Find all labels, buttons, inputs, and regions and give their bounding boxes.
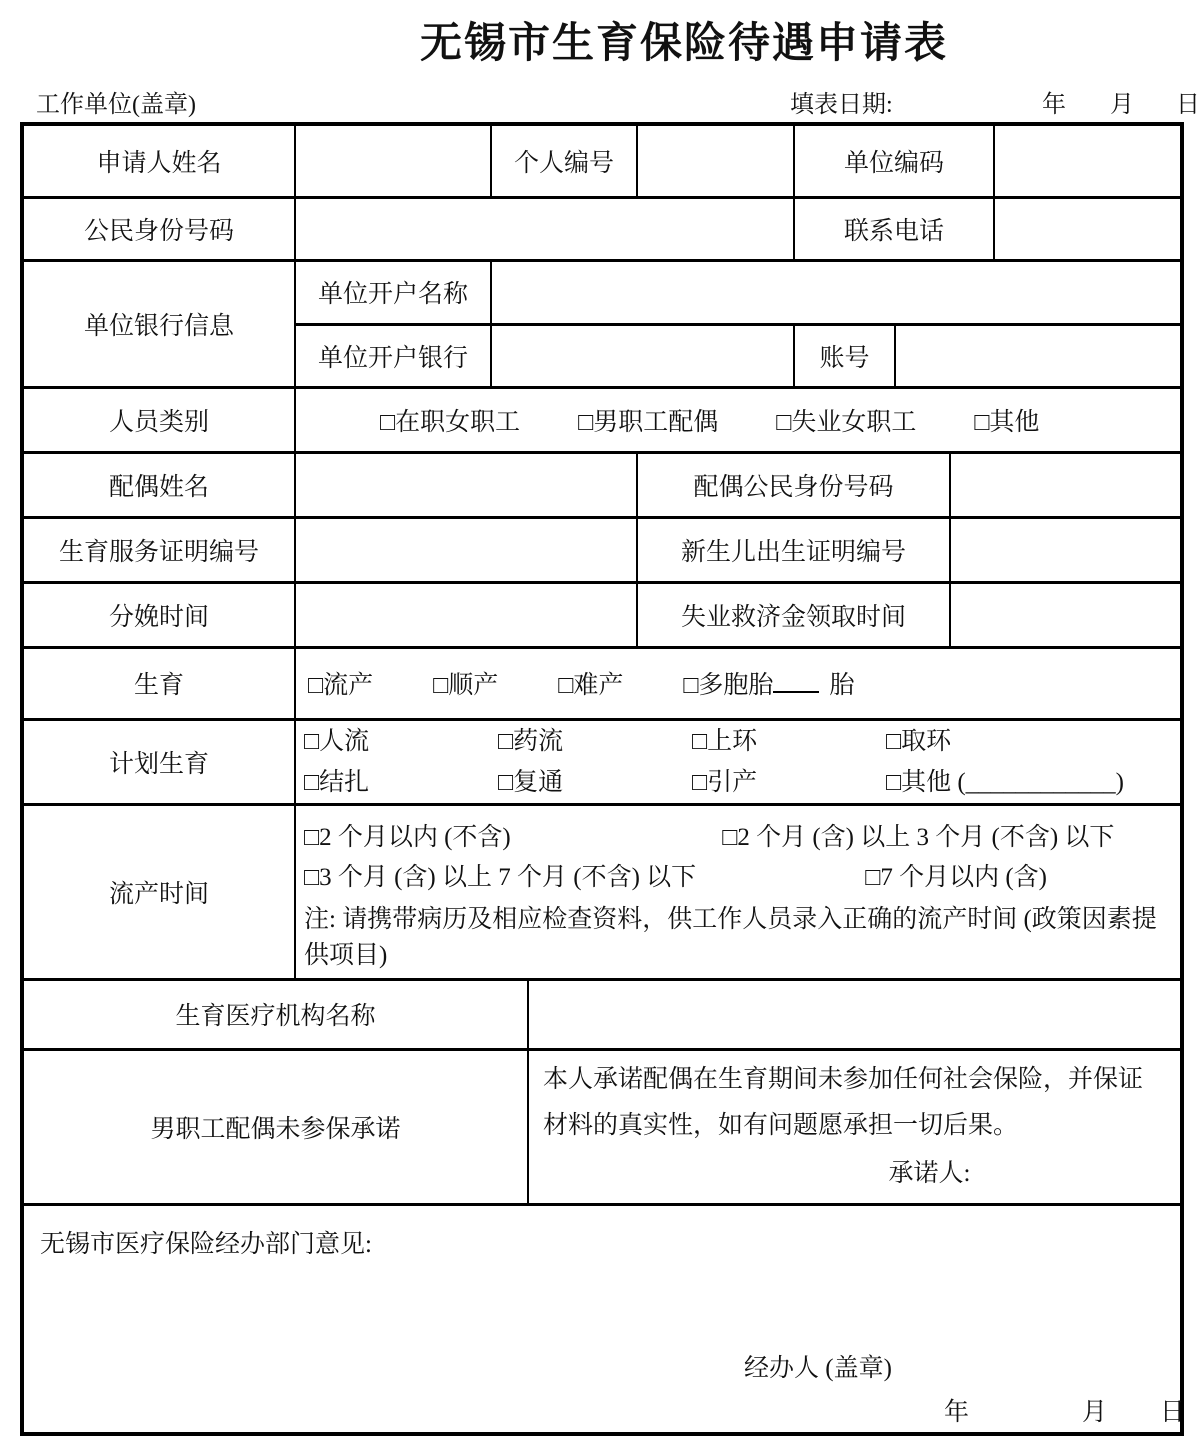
abortion-time-label: 流产时间 [22, 804, 295, 979]
planning-option-recanalization-checkbox[interactable]: □复通 [498, 768, 564, 796]
opinion-month-label: 月 [1082, 1398, 1108, 1426]
bank-info-group-label: 单位银行信息 [22, 260, 295, 387]
abortion-options-line1 [304, 818, 1172, 858]
person-category-label: 人员类别 [22, 387, 295, 452]
citizen-id-label: 公民身份号码 [22, 197, 295, 260]
unemployment-benefit-field[interactable] [950, 582, 1182, 647]
category-option-male-spouse-checkbox[interactable]: □男职工配偶 [578, 408, 719, 436]
applicant-name-field[interactable] [295, 124, 491, 197]
service-cert-label: 生育服务证明编号 [22, 517, 295, 582]
promise-signer-label: 承诺人: [888, 1159, 971, 1187]
bank-name-field[interactable] [491, 324, 794, 387]
planning-option-other-checkbox[interactable]: □其他 (____________) [886, 768, 1125, 796]
planning-option-induced-labor-checkbox[interactable]: □引产 [692, 768, 758, 796]
contact-phone-field[interactable] [994, 197, 1182, 260]
delivery-time-label: 分娩时间 [22, 582, 295, 647]
abortion-options-line2 [304, 858, 1172, 898]
header-month-label: 月 [1110, 92, 1134, 118]
birth-type-options [296, 665, 1180, 701]
account-name-field[interactable] [491, 260, 1182, 324]
agency-opinion-label: 无锡市医疗保险经办部门意见: [40, 1230, 372, 1258]
birth-option-miscarriage-checkbox[interactable]: □流产 [308, 672, 374, 699]
application-form-table [20, 122, 1184, 1436]
header-year-label: 年 [1042, 92, 1066, 118]
planning-option-iud-insert-checkbox[interactable]: □上环 [692, 727, 758, 755]
category-option-unemployed-female-checkbox[interactable]: □失业女职工 [776, 408, 917, 436]
handler-seal-label: 经办人 (盖章) [744, 1354, 892, 1382]
bank-name-label: 单位开户银行 [295, 324, 491, 387]
contact-phone-label: 联系电话 [794, 197, 994, 260]
planning-option-medication-checkbox[interactable]: □药流 [498, 727, 564, 755]
citizen-id-field[interactable] [295, 197, 794, 260]
abortion-note: 注: 请携带病历及相应检查资料，供工作人员录入正确的流产时间 (政策因素提供项目) [304, 905, 1157, 969]
newborn-cert-label: 新生儿出生证明编号 [637, 517, 950, 582]
spouse-id-label: 配偶公民身份号码 [637, 452, 950, 517]
birth-option-difficult-checkbox[interactable]: □难产 [558, 672, 624, 699]
unit-code-field[interactable] [994, 124, 1182, 197]
family-planning-line2 [296, 762, 1180, 803]
abortion-option-2-to-3-months-checkbox[interactable]: □2 个月 (含) 以上 3 个月 (不含) 以下 [722, 823, 1115, 851]
spouse-name-field[interactable] [295, 452, 637, 517]
spouse-id-field[interactable] [950, 452, 1182, 517]
applicant-name-label: 申请人姓名 [22, 124, 295, 197]
account-no-field[interactable] [895, 324, 1182, 387]
birth-option-multiple-checkbox[interactable]: □多胞胎 胎 [683, 665, 854, 701]
planning-option-abortion-checkbox[interactable]: □人流 [304, 727, 370, 755]
birth-option-natural-checkbox[interactable]: □顺产 [433, 672, 499, 699]
opinion-year-label: 年 [944, 1398, 970, 1426]
header-day-label: 日 [1176, 92, 1200, 118]
promise-text: 本人承诺配偶在生育期间未参加任何社会保险，并保证材料的真实性，如有问题愿承担一切后果。 [543, 1065, 1144, 1139]
category-option-other-checkbox[interactable]: □其他 [974, 408, 1040, 436]
spouse-name-label: 配偶姓名 [22, 452, 295, 517]
family-planning-line1 [296, 721, 1180, 762]
planning-option-ligation-checkbox[interactable]: □结扎 [304, 768, 370, 796]
fill-date-label: 填表日期: [790, 92, 893, 118]
work-unit-label: 工作单位(盖章) [36, 92, 196, 118]
abortion-option-under-7-months-checkbox[interactable]: □7 个月以内 (含) [865, 863, 1048, 891]
page-title: 无锡市生育保险待遇申请表 [420, 21, 949, 67]
account-name-label: 单位开户名称 [295, 260, 491, 324]
family-planning-label: 计划生育 [22, 719, 295, 804]
category-option-employed-female-checkbox[interactable]: □在职女职工 [380, 408, 521, 436]
multiple-birth-blank[interactable] [773, 665, 819, 693]
abortion-option-3-to-7-months-checkbox[interactable]: □3 个月 (含) 以上 7 个月 (不含) 以下 [304, 863, 697, 891]
personal-no-label: 个人编号 [491, 124, 637, 197]
newborn-cert-field[interactable] [950, 517, 1182, 582]
service-cert-field[interactable] [295, 517, 637, 582]
delivery-time-field[interactable] [295, 582, 637, 647]
planning-option-iud-removal-checkbox[interactable]: □取环 [886, 727, 952, 755]
unit-code-label: 单位编码 [794, 124, 994, 197]
person-category-options [296, 402, 1180, 438]
hospital-name-field[interactable] [528, 979, 1182, 1049]
hospital-name-label: 生育医疗机构名称 [22, 979, 528, 1049]
promise-label: 男职工配偶未参保承诺 [22, 1049, 528, 1204]
personal-no-field[interactable] [637, 124, 794, 197]
unemployment-benefit-label: 失业救济金领取时间 [637, 582, 950, 647]
birth-type-label: 生育 [22, 647, 295, 719]
opinion-day-label: 日 [1160, 1398, 1186, 1426]
abortion-option-under-2-months-checkbox[interactable]: □2 个月以内 (不含) [304, 823, 511, 851]
account-no-label: 账号 [794, 324, 895, 387]
